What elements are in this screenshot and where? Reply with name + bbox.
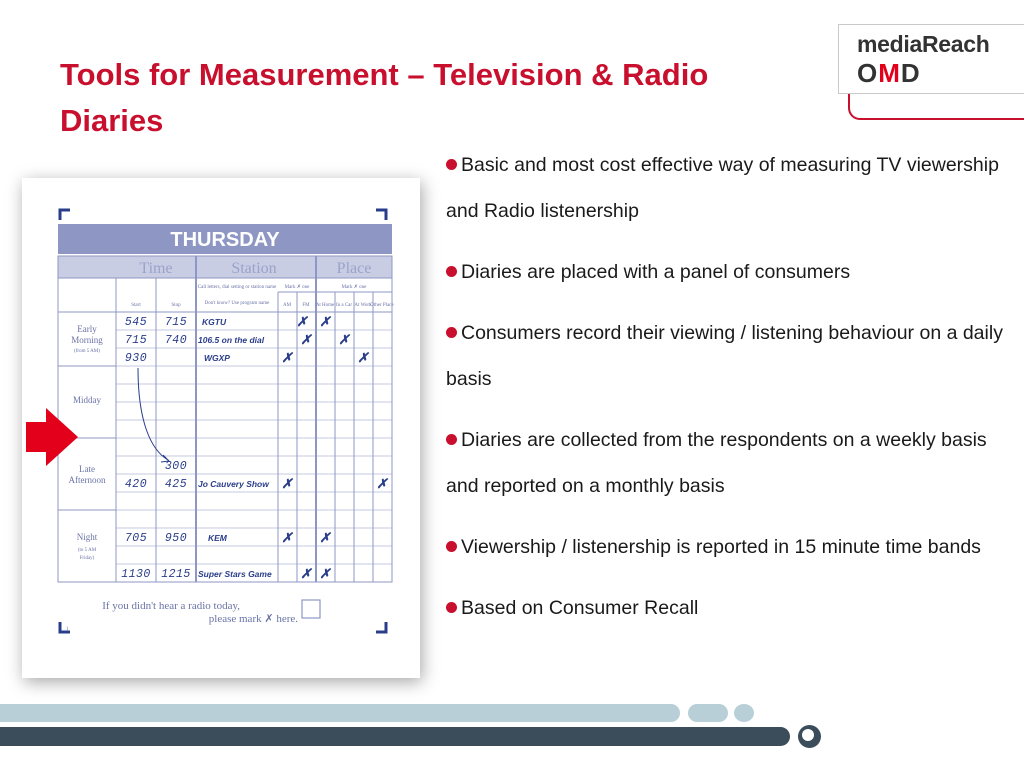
diary-page-drawing <box>26 182 416 672</box>
svg-text:Call letters, dial setting or: Call letters, dial setting or station name <box>197 285 277 290</box>
svg-text:(to 5 AM: (to 5 AM <box>77 548 97 553</box>
footer-bar-light <box>0 704 680 722</box>
svg-text:Late: Late <box>79 464 95 474</box>
svg-text:1215: 1215 <box>161 568 191 581</box>
svg-text:(from 5 AM): (from 5 AM) <box>74 349 100 354</box>
svg-text:✗: ✗ <box>281 476 293 491</box>
svg-text:WGXP: WGXP <box>204 353 230 363</box>
svg-text:Night: Night <box>76 532 98 542</box>
bullet-list <box>446 142 1006 646</box>
svg-text:✗: ✗ <box>296 314 308 329</box>
svg-text:✗: ✗ <box>338 332 350 347</box>
svg-text:Stop: Stop <box>171 303 181 308</box>
svg-text:At Work: At Work <box>354 303 372 308</box>
svg-text:Early: Early <box>77 324 97 334</box>
svg-text:✗: ✗ <box>300 332 312 347</box>
bullet-dot-icon <box>446 327 457 338</box>
svg-text:740: 740 <box>164 334 188 347</box>
svg-text:545: 545 <box>124 316 148 329</box>
footer-dot-dark-inner <box>802 729 814 741</box>
svg-text:420: 420 <box>124 478 148 491</box>
footer-pill-light <box>688 704 728 722</box>
bullet-item: Basic and most cost effective way of measuring TV viewership and Radio listenership <box>446 154 999 222</box>
footer-dot-light <box>734 704 754 722</box>
bullet-item: Based on Consumer Recall <box>446 585 1006 631</box>
svg-text:AM: AM <box>282 303 292 308</box>
svg-text:✗: ✗ <box>357 350 369 365</box>
no-radio-checkbox <box>302 600 320 618</box>
svg-text:Super Stars Game: Super Stars Game <box>198 569 272 579</box>
bullet-item: Diaries are placed with a panel of consumers <box>446 249 1006 295</box>
svg-text:Mark ✗ one: Mark ✗ one <box>341 285 367 290</box>
svg-text:Friday): Friday) <box>79 556 95 561</box>
svg-text:At Home: At Home <box>315 303 335 308</box>
station-header: Station <box>231 260 277 277</box>
svg-text:930: 930 <box>124 352 148 365</box>
svg-text:Don't know? Use program name: Don't know? Use program name <box>204 301 270 306</box>
svg-text:950: 950 <box>164 532 188 545</box>
radio-diary-image <box>26 182 416 672</box>
day-label: THURSDAY <box>170 229 280 251</box>
bullet-item: Diaries are collected from the respondents on a weekly basis and reported on a monthly basis <box>446 429 987 497</box>
svg-text:KEM: KEM <box>208 533 227 543</box>
svg-text:715: 715 <box>164 316 188 329</box>
red-arrow-icon <box>26 408 78 466</box>
svg-text:FM: FM <box>302 303 310 308</box>
svg-text:Other Place: Other Place <box>370 303 394 308</box>
footer-bar-dark <box>0 727 790 746</box>
svg-text:✗: ✗ <box>281 530 293 545</box>
slide-title: Tools for Measurement – Television & Radio Diaries <box>60 57 709 138</box>
bullet-dot-icon <box>446 434 457 445</box>
svg-text:106.5 on the dial: 106.5 on the dial <box>198 335 265 345</box>
logo-swoosh-line <box>848 94 1024 120</box>
svg-text:705: 705 <box>124 532 148 545</box>
svg-text:✗: ✗ <box>319 314 331 329</box>
svg-text:please mark ✗ here.: please mark ✗ here. <box>208 613 298 625</box>
svg-text:In a Car: In a Car <box>335 303 353 308</box>
svg-text:✗: ✗ <box>300 566 312 581</box>
svg-text:715: 715 <box>124 334 148 347</box>
svg-text:425: 425 <box>164 478 188 491</box>
svg-text:✗: ✗ <box>376 476 388 491</box>
svg-text:Morning: Morning <box>71 335 103 345</box>
logo-text-omd: OMD <box>857 58 921 88</box>
svg-text:Mark ✗ one: Mark ✗ one <box>284 285 310 290</box>
svg-text:Jo Cauvery Show: Jo Cauvery Show <box>198 479 269 489</box>
bullet-item: Consumers record their viewing / listening behaviour on a daily basis <box>446 322 1003 390</box>
bullet-dot-icon <box>446 266 457 277</box>
svg-text:✗: ✗ <box>319 530 331 545</box>
logo-text-mediareach: mediaReach <box>857 31 990 57</box>
svg-text:300: 300 <box>164 460 188 473</box>
svg-text:Start: Start <box>131 303 141 308</box>
svg-text:Afternoon: Afternoon <box>68 475 106 485</box>
time-header: Time <box>139 260 173 277</box>
svg-text:1: 1 <box>66 627 69 632</box>
place-header: Place <box>336 260 372 277</box>
svg-text:✗: ✗ <box>319 566 331 581</box>
svg-text:✗: ✗ <box>281 350 293 365</box>
bullet-dot-icon <box>446 541 457 552</box>
svg-text:KGTU: KGTU <box>202 317 227 327</box>
bullet-dot-icon <box>446 602 457 613</box>
bullet-item: Viewership / listenership is reported in 15 minute time bands <box>446 524 1006 570</box>
company-logo <box>838 24 1024 94</box>
bullet-dot-icon <box>446 159 457 170</box>
svg-text:Midday: Midday <box>73 395 101 405</box>
svg-text:1130: 1130 <box>121 568 151 581</box>
svg-text:If you didn't hear a radio tod: If you didn't hear a radio today, <box>102 600 240 612</box>
